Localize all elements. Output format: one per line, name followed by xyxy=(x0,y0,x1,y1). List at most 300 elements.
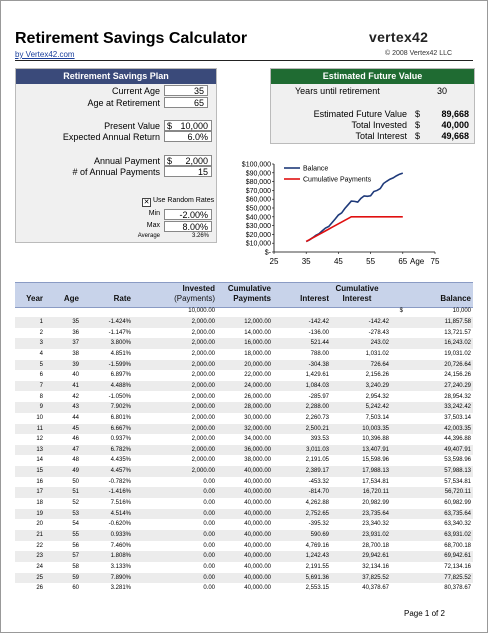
cell-invested: 2,000.00 xyxy=(191,382,215,389)
cell-cum-interest: 3,240.29 xyxy=(365,382,389,389)
cell-balance: 11,857.58 xyxy=(444,319,471,325)
cell-age: 43 xyxy=(72,404,79,411)
cell-age: 36 xyxy=(72,329,79,336)
table-row xyxy=(15,338,473,349)
cell-cum-payments: 34,000.00 xyxy=(244,436,271,443)
table-row xyxy=(15,541,473,552)
cell-age: 54 xyxy=(72,521,79,528)
cell-cum-payments: 24,000.00 xyxy=(244,382,271,389)
max-rate-label: Max xyxy=(146,222,160,229)
cell-cum-payments: 28,000.00 xyxy=(244,404,271,411)
cell-invested: 0.00 xyxy=(203,500,215,507)
th-cum-payments-1: Cumulative xyxy=(227,284,271,293)
cell-rate: 7.460% xyxy=(110,542,131,549)
future-value-panel xyxy=(270,68,475,144)
cell-interest: 2,260.73 xyxy=(305,414,329,421)
random-rates-label: Use Random Rates xyxy=(153,197,215,204)
cell-interest: 2,288.00 xyxy=(305,404,329,411)
cell-cum-interest: 23,340.32 xyxy=(362,521,389,528)
cell-age: 56 xyxy=(72,542,79,549)
cell-year: 2 xyxy=(39,329,43,336)
efv-label: Estimated Future Value xyxy=(313,109,407,119)
retirement-plan-panel xyxy=(15,68,217,243)
cell-invested: 0.00 xyxy=(203,542,215,549)
cell-year: 12 xyxy=(36,436,43,443)
cell-cum-interest: -278.43 xyxy=(368,329,389,336)
cell-age: 46 xyxy=(72,436,79,443)
cell-interest: 5,691.36 xyxy=(305,574,329,581)
y-tick-label: $90,000 xyxy=(245,170,271,178)
cell-invested: 2,000.00 xyxy=(191,393,215,400)
cell-cum-interest: 243.02 xyxy=(370,340,389,347)
cell-rate: 4.514% xyxy=(110,510,131,517)
cell-year: 4 xyxy=(39,350,43,357)
table-row xyxy=(15,573,473,584)
cell-year: 22 xyxy=(36,542,43,549)
cell-year: 3 xyxy=(39,340,43,347)
ap-currency: $ xyxy=(167,156,173,166)
cell-interest: -453.32 xyxy=(308,478,329,485)
cell-cum-interest: 13,407.91 xyxy=(362,446,389,453)
cell-rate: 6.801% xyxy=(110,414,131,421)
initial-row xyxy=(15,306,473,317)
cell-balance: 63,340.32 xyxy=(444,521,471,528)
cell-interest: -136.00 xyxy=(308,329,329,336)
table-row xyxy=(15,434,473,445)
cell-year: 17 xyxy=(36,489,43,496)
cell-year: 21 xyxy=(36,532,43,538)
table-row xyxy=(15,498,473,509)
cell-interest: -285.97 xyxy=(308,393,329,400)
cell-balance: 27,240.29 xyxy=(444,382,471,389)
table-row xyxy=(15,509,473,520)
table-row xyxy=(15,562,473,573)
table-row xyxy=(15,413,473,424)
cell-balance: 42,003.35 xyxy=(444,425,471,432)
cell-year: 11 xyxy=(36,425,43,432)
num-payments-input[interactable]: 15 xyxy=(164,166,212,177)
x-tick-label: 55 xyxy=(366,257,376,266)
cell-interest: -304.38 xyxy=(308,361,329,368)
cell-cum-interest: 17,988.13 xyxy=(362,468,389,475)
cell-age: 55 xyxy=(72,532,79,538)
cell-age: 40 xyxy=(72,372,79,379)
initial-currency: $ xyxy=(399,308,403,314)
cell-age: 48 xyxy=(72,457,79,464)
series-line-cumulative-payments xyxy=(306,217,403,242)
current-age-input[interactable]: 35 xyxy=(164,85,208,96)
cell-rate: 0.937% xyxy=(110,436,131,443)
table-row xyxy=(15,349,473,360)
pv-value: 10,000 xyxy=(180,121,208,131)
y-tick-label: $80,000 xyxy=(245,179,271,187)
y-tick-label: $30,000 xyxy=(245,223,271,231)
cell-age: 49 xyxy=(72,468,79,475)
cell-age: 45 xyxy=(72,425,79,432)
cell-age: 37 xyxy=(72,340,79,347)
cell-age: 39 xyxy=(72,361,79,368)
cell-invested: 2,000.00 xyxy=(191,340,215,347)
cell-age: 51 xyxy=(72,489,79,496)
x-tick-label: 65 xyxy=(398,257,408,266)
cell-balance: 60,982.99 xyxy=(444,500,471,507)
annual-payment-label: Annual Payment xyxy=(93,156,160,166)
cell-cum-payments: 16,000.00 xyxy=(244,340,271,347)
cell-cum-payments: 40,000.00 xyxy=(244,500,271,507)
cell-balance: 49,407.91 xyxy=(444,446,471,453)
efv-value: 89,668 xyxy=(441,109,469,119)
cell-interest: -814.70 xyxy=(308,489,329,496)
table-row xyxy=(15,551,473,562)
cell-age: 47 xyxy=(72,446,79,453)
y-tick-label: $70,000 xyxy=(245,187,271,195)
cell-year: 6 xyxy=(39,372,43,379)
copyright-text: © 2008 Vertex42 LLC xyxy=(385,50,453,57)
th-year: Year xyxy=(26,294,43,303)
th-balance: Balance xyxy=(440,294,471,303)
cell-interest: 1,084.03 xyxy=(305,382,329,389)
cell-rate: -1.416% xyxy=(108,489,131,496)
cell-invested: 0.00 xyxy=(203,574,215,581)
cell-invested: 0.00 xyxy=(203,585,215,592)
th-interest: Interest xyxy=(300,294,329,303)
cell-balance: 16,243.02 xyxy=(444,340,471,347)
cell-cum-payments: 36,000.00 xyxy=(244,446,271,453)
max-rate-input[interactable]: 8.00% xyxy=(164,221,212,232)
cell-cum-interest: 40,378.67 xyxy=(362,585,389,592)
cell-rate: 4.851% xyxy=(110,350,131,357)
cell-interest: 590.69 xyxy=(310,532,329,538)
cell-cum-payments: 18,000.00 xyxy=(244,350,271,357)
cell-age: 38 xyxy=(72,350,79,357)
table-row xyxy=(15,583,473,594)
cell-invested: 0.00 xyxy=(203,553,215,560)
x-tick-label: 75 xyxy=(430,257,440,266)
cell-rate: 3.281% xyxy=(110,585,131,592)
cell-year: 1 xyxy=(39,319,43,325)
cell-year: 7 xyxy=(39,382,43,389)
logo-text: vertex42 xyxy=(369,29,429,45)
table-row xyxy=(15,317,473,328)
cell-cum-payments: 40,000.00 xyxy=(244,521,271,528)
vertex42-logo xyxy=(369,29,428,45)
cell-cum-payments: 30,000.00 xyxy=(244,414,271,421)
cell-interest: 3,011.03 xyxy=(306,446,329,453)
cell-cum-interest: 2,156.26 xyxy=(365,372,389,379)
cell-year: 20 xyxy=(36,521,43,528)
cell-cum-payments: 26,000.00 xyxy=(244,393,271,400)
cell-interest: 2,389.17 xyxy=(305,468,329,475)
cell-invested: 2,000.00 xyxy=(191,436,215,443)
cell-balance: 72,134.16 xyxy=(444,563,471,570)
cell-cum-payments: 40,000.00 xyxy=(244,563,271,570)
present-value-label: Present Value xyxy=(104,121,160,131)
cell-balance: 13,721.57 xyxy=(444,329,471,336)
cell-invested: 2,000.00 xyxy=(191,457,215,464)
cell-interest: 2,553.15 xyxy=(305,585,329,592)
cell-rate: -1.424% xyxy=(108,319,131,325)
table-row xyxy=(15,519,473,530)
years-until-label: Years until retirement xyxy=(295,86,380,96)
y-tick-label: $20,000 xyxy=(245,231,271,239)
cell-invested: 2,000.00 xyxy=(191,414,215,421)
cell-balance: 63,735.64 xyxy=(444,510,471,517)
cell-balance: 44,396.88 xyxy=(444,436,471,443)
cell-balance: 53,598.96 xyxy=(444,457,471,464)
cell-cum-interest: 23,735.64 xyxy=(362,510,389,517)
cell-cum-interest: 28,700.18 xyxy=(362,542,389,549)
header-divider xyxy=(15,60,473,61)
cell-balance: 57,988.13 xyxy=(444,468,471,475)
tint-currency: $ xyxy=(415,131,421,141)
y-tick-label: $50,000 xyxy=(245,205,271,213)
y-tick-label: $- xyxy=(264,249,271,257)
cell-balance: 33,242.42 xyxy=(444,404,471,411)
cell-year: 8 xyxy=(39,393,43,400)
cell-rate: 6.897% xyxy=(110,372,131,379)
table-row xyxy=(15,530,473,541)
cell-rate: 6.782% xyxy=(110,446,131,453)
cell-rate: -0.782% xyxy=(108,478,131,485)
cell-cum-interest: 15,598.96 xyxy=(362,457,389,464)
pv-currency: $ xyxy=(167,121,173,131)
x-axis-label: Age xyxy=(410,257,425,266)
total-invested-value: 40,000 xyxy=(441,120,469,130)
th-rate: Rate xyxy=(113,294,131,303)
total-interest-value: 49,668 xyxy=(441,131,469,141)
cell-cum-payments: 38,000.00 xyxy=(244,457,271,464)
efv-currency: $ xyxy=(415,109,421,119)
cell-invested: 2,000.00 xyxy=(191,446,215,453)
table-row xyxy=(15,445,473,456)
legend-label: Cumulative Payments xyxy=(303,176,372,184)
th-cum-payments-2: Payments xyxy=(233,294,271,303)
cell-rate: 7.902% xyxy=(110,404,131,411)
cell-invested: 2,000.00 xyxy=(191,329,215,336)
table-row xyxy=(15,487,473,498)
cell-rate: -1.050% xyxy=(108,393,131,400)
random-rates-checkbox[interactable]: ✕ xyxy=(143,199,150,206)
cell-cum-payments: 22,000.00 xyxy=(244,372,271,379)
table-row xyxy=(15,392,473,403)
x-tick-label: 45 xyxy=(333,257,343,266)
cell-cum-interest: 32,134.16 xyxy=(362,563,389,570)
cell-interest: 2,500.21 xyxy=(305,425,329,432)
cell-interest: 2,191.05 xyxy=(305,457,329,464)
cell-interest: 393.53 xyxy=(310,436,329,443)
cell-invested: 0.00 xyxy=(203,532,215,538)
cell-cum-interest: 20,982.99 xyxy=(362,500,389,507)
x-tick-label: 35 xyxy=(301,257,311,266)
total-interest-label: Total Interest xyxy=(355,131,407,141)
average-rate-label: Average xyxy=(137,233,160,239)
cell-year: 18 xyxy=(36,500,43,507)
cell-cum-interest: 10,003.35 xyxy=(362,425,389,432)
cell-cum-payments: 12,000.00 xyxy=(244,319,271,325)
plan-panel-header: Retirement Savings Plan xyxy=(16,69,216,84)
age-retire-input[interactable]: 65 xyxy=(164,97,208,108)
cell-age: 44 xyxy=(72,414,79,421)
cell-cum-payments: 40,000.00 xyxy=(244,574,271,581)
ti-currency: $ xyxy=(415,120,421,130)
present-value-input[interactable] xyxy=(164,120,212,131)
x-tick-label: 25 xyxy=(269,257,279,266)
initial-balance: 10,000 xyxy=(452,308,471,314)
cell-cum-interest: 37,825.52 xyxy=(362,574,389,581)
cell-cum-payments: 32,000.00 xyxy=(244,425,271,432)
vertex42-link[interactable]: by Vertex42.com xyxy=(15,50,75,59)
cell-year: 26 xyxy=(36,585,43,592)
cell-cum-payments: 20,000.00 xyxy=(244,361,271,368)
cell-rate: 6.667% xyxy=(110,425,131,432)
y-tick-label: $100,000 xyxy=(241,161,271,169)
age-retire-label: Age at Retirement xyxy=(87,98,160,108)
cell-cum-interest: 7,503.14 xyxy=(365,414,389,421)
cell-interest: -395.32 xyxy=(308,521,329,528)
cell-year: 10 xyxy=(36,414,43,421)
cell-interest: 1,429.61 xyxy=(305,372,329,379)
cell-year: 16 xyxy=(36,478,43,485)
th-cum-interest-1: Cumulative xyxy=(335,284,379,293)
cell-rate: 3.800% xyxy=(110,340,131,347)
cell-cum-interest: 29,942.61 xyxy=(362,553,389,560)
annual-payment-input[interactable] xyxy=(164,155,212,166)
cell-invested: 2,000.00 xyxy=(191,361,215,368)
cell-balance: 19,031.02 xyxy=(444,350,471,357)
cell-invested: 2,000.00 xyxy=(191,372,215,379)
future-value-header: Estimated Future Value xyxy=(271,69,474,84)
cell-interest: 4,262.88 xyxy=(305,500,329,507)
table-row xyxy=(15,466,473,477)
num-payments-label: # of Annual Payments xyxy=(72,167,160,177)
initial-invested: 10,000.00 xyxy=(188,308,215,314)
cell-cum-interest: 23,931.02 xyxy=(362,532,389,538)
cell-invested: 2,000.00 xyxy=(191,404,215,411)
current-age-label: Current Age xyxy=(111,86,160,96)
cell-year: 19 xyxy=(36,510,43,517)
cell-invested: 0.00 xyxy=(203,521,215,528)
th-age: Age xyxy=(63,294,79,303)
cell-interest: 4,769.16 xyxy=(305,542,329,549)
cell-cum-interest: 2,954.32 xyxy=(365,393,389,400)
ap-value: 2,000 xyxy=(185,156,208,166)
cell-age: 35 xyxy=(72,319,79,325)
cell-cum-interest: 5,242.42 xyxy=(365,404,389,411)
cell-invested: 2,000.00 xyxy=(191,425,215,432)
cell-cum-interest: 1,031.02 xyxy=(365,350,389,357)
cell-interest: 1,242.43 xyxy=(305,553,329,560)
cell-age: 57 xyxy=(72,553,79,560)
cell-balance: 63,931.02 xyxy=(444,532,471,538)
cell-cum-interest: 17,534.81 xyxy=(362,478,389,485)
cell-rate: 0.933% xyxy=(110,532,131,538)
cell-balance: 77,825.52 xyxy=(444,574,471,581)
th-cum-interest-2: Interest xyxy=(342,294,372,303)
cell-cum-payments: 14,000.00 xyxy=(244,329,271,336)
cell-balance: 69,942.61 xyxy=(444,553,471,560)
table-row xyxy=(15,328,473,339)
cell-rate: -0.620% xyxy=(108,521,131,528)
table-row xyxy=(15,477,473,488)
table-header xyxy=(15,282,473,308)
page-number: Page 1 of 2 xyxy=(404,609,445,618)
table-row xyxy=(15,370,473,381)
cell-rate: 4.457% xyxy=(110,468,131,475)
cell-cum-payments: 40,000.00 xyxy=(244,542,271,549)
cell-year: 24 xyxy=(36,563,43,570)
cell-age: 41 xyxy=(72,382,79,389)
cell-rate: 4.435% xyxy=(110,457,131,464)
cell-balance: 57,534.81 xyxy=(444,478,471,485)
cell-invested: 2,000.00 xyxy=(191,319,215,325)
cell-age: 60 xyxy=(72,585,79,592)
cell-year: 25 xyxy=(36,574,43,581)
balance-chart xyxy=(230,156,480,274)
th-invested: Invested xyxy=(182,284,215,293)
cell-invested: 0.00 xyxy=(203,478,215,485)
cell-rate: 7.516% xyxy=(110,500,131,507)
cell-rate: -1.147% xyxy=(108,329,131,336)
cell-rate: 4.488% xyxy=(110,382,131,389)
cell-invested: 0.00 xyxy=(203,489,215,496)
table-row xyxy=(15,381,473,392)
y-tick-label: $10,000 xyxy=(245,240,271,248)
cell-cum-interest: -142.42 xyxy=(368,319,389,325)
legend-label: Balance xyxy=(303,165,329,173)
cell-cum-payments: 40,000.00 xyxy=(244,532,271,538)
cell-cum-interest: 10,396.88 xyxy=(362,436,389,443)
cell-year: 15 xyxy=(36,468,43,475)
cell-rate: 1.808% xyxy=(110,553,131,560)
th-invested-sub: (Payments) xyxy=(174,294,215,303)
cell-cum-payments: 40,000.00 xyxy=(244,478,271,485)
table-row xyxy=(15,402,473,413)
cell-balance: 20,726.64 xyxy=(444,361,471,368)
cell-rate: 7.890% xyxy=(110,574,131,581)
expected-return-label: Expected Annual Return xyxy=(62,132,160,142)
cell-balance: 24,156.26 xyxy=(444,372,471,379)
table-row xyxy=(15,455,473,466)
cell-year: 14 xyxy=(36,457,43,464)
cell-cum-payments: 40,000.00 xyxy=(244,553,271,560)
cell-year: 5 xyxy=(39,361,43,368)
cell-balance: 68,700.18 xyxy=(444,542,471,549)
min-rate-label: Min xyxy=(148,210,160,217)
cell-age: 59 xyxy=(72,574,79,581)
cell-year: 9 xyxy=(39,404,43,411)
cell-invested: 0.00 xyxy=(203,563,215,570)
y-tick-label: $60,000 xyxy=(245,196,271,204)
cell-balance: 56,720.11 xyxy=(444,489,471,496)
cell-balance: 28,954.32 xyxy=(444,393,471,400)
cell-cum-interest: 726.64 xyxy=(370,361,389,368)
cell-age: 50 xyxy=(72,478,79,485)
expected-return-input[interactable]: 6.0% xyxy=(164,131,212,142)
cell-rate: 3.133% xyxy=(110,563,131,570)
y-tick-label: $40,000 xyxy=(245,214,271,222)
cell-invested: 2,000.00 xyxy=(191,350,215,357)
cell-year: 13 xyxy=(36,446,43,453)
min-rate-input[interactable]: -2.00% xyxy=(164,209,212,220)
table-row xyxy=(15,360,473,371)
cell-interest: 788.00 xyxy=(310,350,329,357)
cell-rate: -1.599% xyxy=(108,361,131,368)
cell-age: 52 xyxy=(72,500,79,507)
average-rate-value: 3.26% xyxy=(191,233,209,239)
years-until-value: 30 xyxy=(436,86,447,96)
page-title: Retirement Savings Calculator xyxy=(15,30,248,47)
cell-balance: 37,503.14 xyxy=(444,414,471,421)
